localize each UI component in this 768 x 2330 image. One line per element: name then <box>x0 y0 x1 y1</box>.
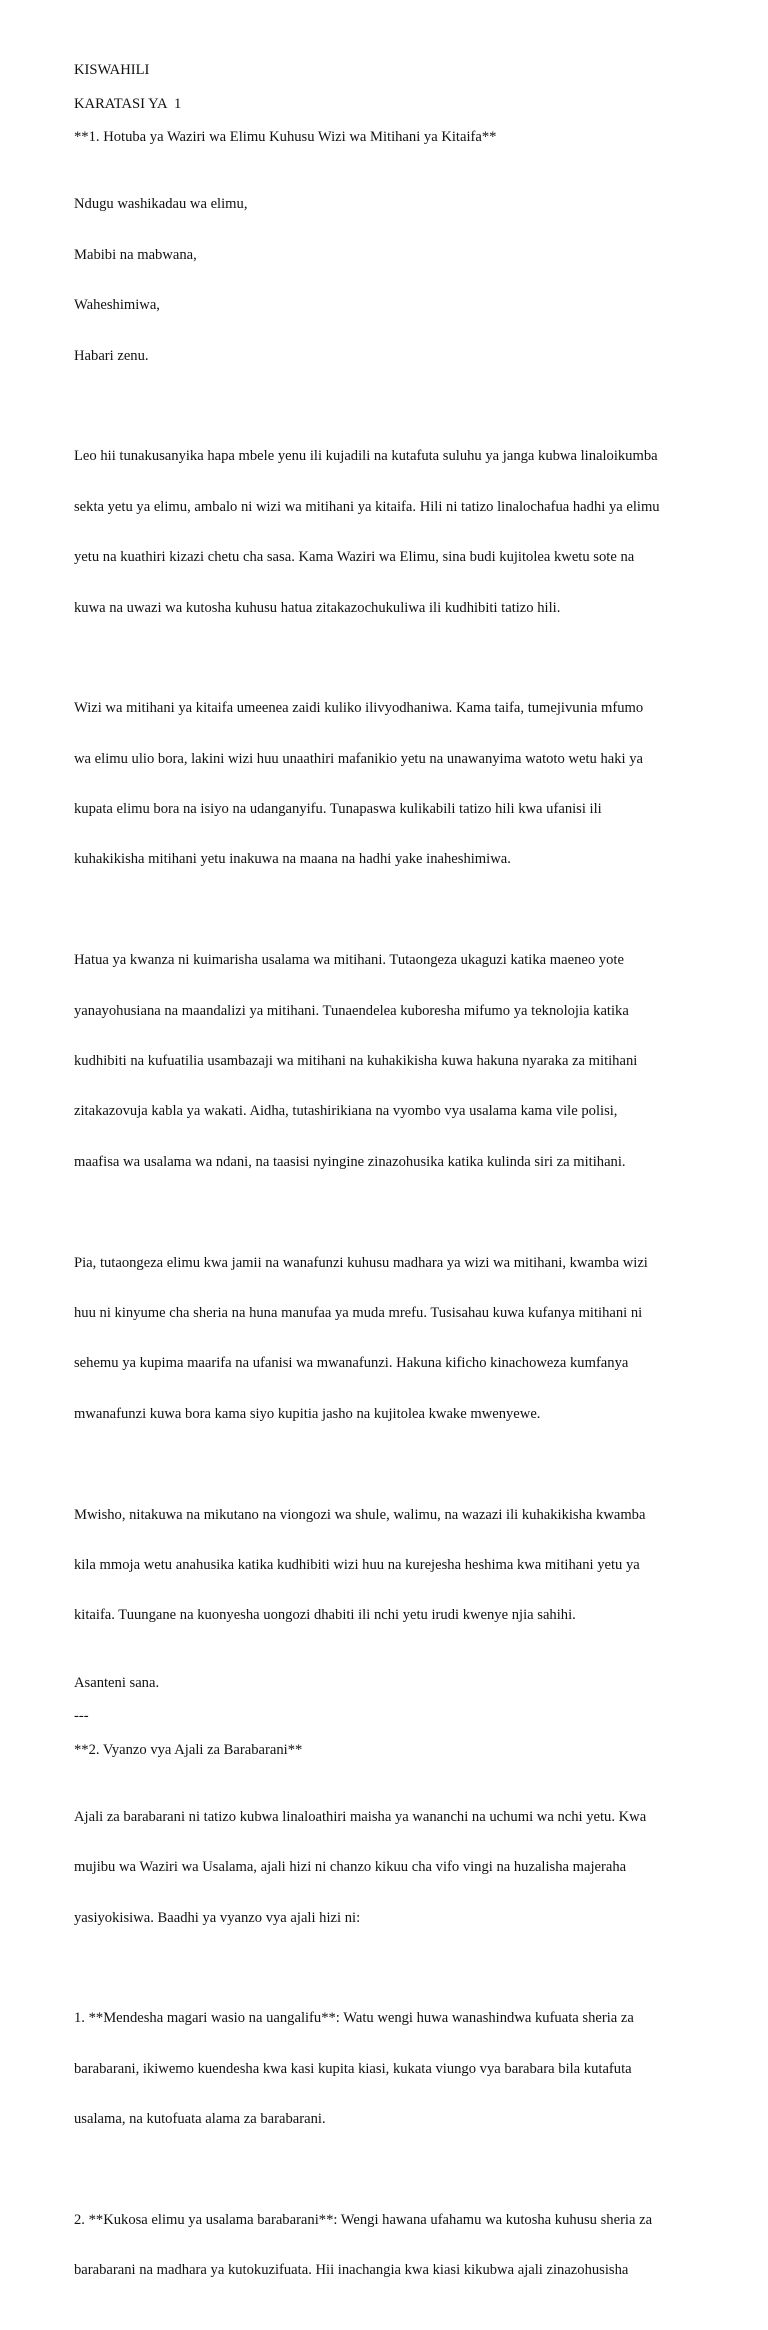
text-line: kila mmoja wetu anahusika katika kudhibiti wizi huu na kurejesha heshima kwa mitihani yetu ya <box>74 1556 640 1573</box>
text-line: kudhibiti na kufuatilia usambazaji wa mitihani na kuhakikisha kuwa hakuna nyaraka za mitihani <box>74 1053 638 1070</box>
document-page <box>74 62 714 2330</box>
section2-point-1 <box>74 1977 714 2162</box>
greetings-block <box>74 163 714 398</box>
separator: --- <box>74 1708 89 1725</box>
text-line: yanayohusiana na maandalizi ya mitihani. Tunaendelea kuboresha mifumo ya teknolojia katika <box>74 1002 629 1019</box>
text-line: barabarani, ikiwemo kuendesha kwa kasi kupita kiasi, kukata viungo vya barabara bila kutafuta <box>74 2060 632 2077</box>
section1-title: **1. Hotuba ya Waziri wa Elimu Kuhusu Wizi wa Mitihani ya Kitaifa** <box>74 129 497 146</box>
speech-paragraph-4 <box>74 1221 714 1456</box>
text-line: zitakazovuja kabla ya wakati. Aidha, tutashirikiana na vyombo vya usalama kama vile polisi, <box>74 1103 618 1120</box>
section2-title: **2. Vyanzo vya Ajali za Barabarani** <box>74 1741 303 1758</box>
text-line: kuwa na uwazi wa kutosha kuhusu hatua zitakazochukuliwa ili kudhibiti tatizo hili. <box>74 599 561 616</box>
paper-heading: KARATASI YA 1 <box>74 95 182 112</box>
text-line: wa elimu ulio bora, lakini wizi huu unaathiri mafanikio yetu na unawanyima watoto wetu haki ya <box>74 750 643 767</box>
text-line: sehemu ya kupima maarifa na ufanisi wa mwanafunzi. Hakuna kificho kinachoweza kumfanya <box>74 1355 629 1372</box>
text-line: barabarani na madhara ya kutokuzifuata. Hii inachangia kwa kiasi kikubwa ajali zinazohusisha <box>74 2262 629 2279</box>
text-line: yasiyokisiwa. Baadhi ya vyanzo vya ajali hizi ni: <box>74 1909 361 1926</box>
text-line: yetu na kuathiri kizazi chetu cha sasa. Kama Waziri wa Elimu, sina budi kujitolea kwetu sote na <box>74 549 635 566</box>
greeting-line: Ndugu washikadau wa elimu, <box>74 196 248 213</box>
text-line: kupata elimu bora na isiyo na udanganyifu. Tunapaswa kulikabili tatizo hili kwa ufanisi ili <box>74 801 602 818</box>
text-line: 1. **Mendesha magari wasio na uangalifu**: Watu wengi huwa wanashindwa kufuata sheria za <box>74 2010 634 2027</box>
subject-heading: KISWAHILI <box>74 62 150 78</box>
text-line: Hatua ya kwanza ni kuimarisha usalama wa mitihani. Tutaongeza ukaguzi katika maeneo yote <box>74 952 624 969</box>
text-line: huu ni kinyume cha sheria na huna manufaa ya muda mrefu. Tusisahau kuwa kufanya mitihani ni <box>74 1304 643 1321</box>
section2-point-2 <box>74 2178 714 2312</box>
speech-paragraph-2 <box>74 667 714 902</box>
greeting-line: Mabibi na mabwana, <box>74 246 197 263</box>
speech-paragraph-5 <box>74 1473 714 1658</box>
text-line: kitaifa. Tuungane na kuonyesha uongozi dhabiti ili nchi yetu irudi kwenye njia sahihi. <box>74 1607 576 1624</box>
speech-paragraph-3 <box>74 919 714 1205</box>
text-line: usalama, na kutofuata alama za barabarani. <box>74 2111 326 2128</box>
text-line: kuhakikisha mitihani yetu inakuwa na maana na hadhi yake inaheshimiwa. <box>74 851 511 868</box>
section2-intro <box>74 1775 714 1960</box>
text-line: maafisa wa usalama wa ndani, na taasisi nyingine zinazohusika katika kulinda siri za mitihani. <box>74 1153 626 1170</box>
text-line: sekta yetu ya elimu, ambalo ni wizi wa mitihani ya kitaifa. Hili ni tatizo linalochafua hadhi ya elimu <box>74 498 660 515</box>
text-line: Wizi wa mitihani ya kitaifa umeenea zaidi kuliko ilivyodhaniwa. Kama taifa, tumejivunia mfumo <box>74 700 644 717</box>
text-line: mujibu wa Waziri wa Usalama, ajali hizi ni chanzo kikuu cha vifo vingi na huzalisha majeraha <box>74 1859 627 1876</box>
closing-line: Asanteni sana. <box>74 1674 160 1691</box>
text-line: Ajali za barabarani ni tatizo kubwa linaloathiri maisha ya wananchi na uchumi wa nchi yetu. Kwa <box>74 1808 647 1825</box>
text-line: mwanafunzi kuwa bora kama siyo kupitia jasho na kujitolea kwake mwenyewe. <box>74 1405 541 1422</box>
greeting-line: Waheshimiwa, <box>74 297 160 314</box>
speech-paragraph-1 <box>74 415 714 650</box>
greeting-line: Habari zenu. <box>74 347 149 364</box>
text-line: 2. **Kukosa elimu ya usalama barabarani**: Wengi hawana ufahamu wa kutosha kuhusu sheria za <box>74 2212 653 2228</box>
text-line: Mwisho, nitakuwa na mikutano na viongozi wa shule, walimu, na wazazi ili kuhakikisha kwamba <box>74 1506 646 1523</box>
text-line: Pia, tutaongeza elimu kwa jamii na wanafunzi kuhusu madhara ya wizi wa mitihani, kwamba wizi <box>74 1254 648 1271</box>
text-line: Leo hii tunakusanyika hapa mbele yenu ili kujadili na kutafuta suluhu ya janga kubwa linaloikumba <box>74 448 658 465</box>
